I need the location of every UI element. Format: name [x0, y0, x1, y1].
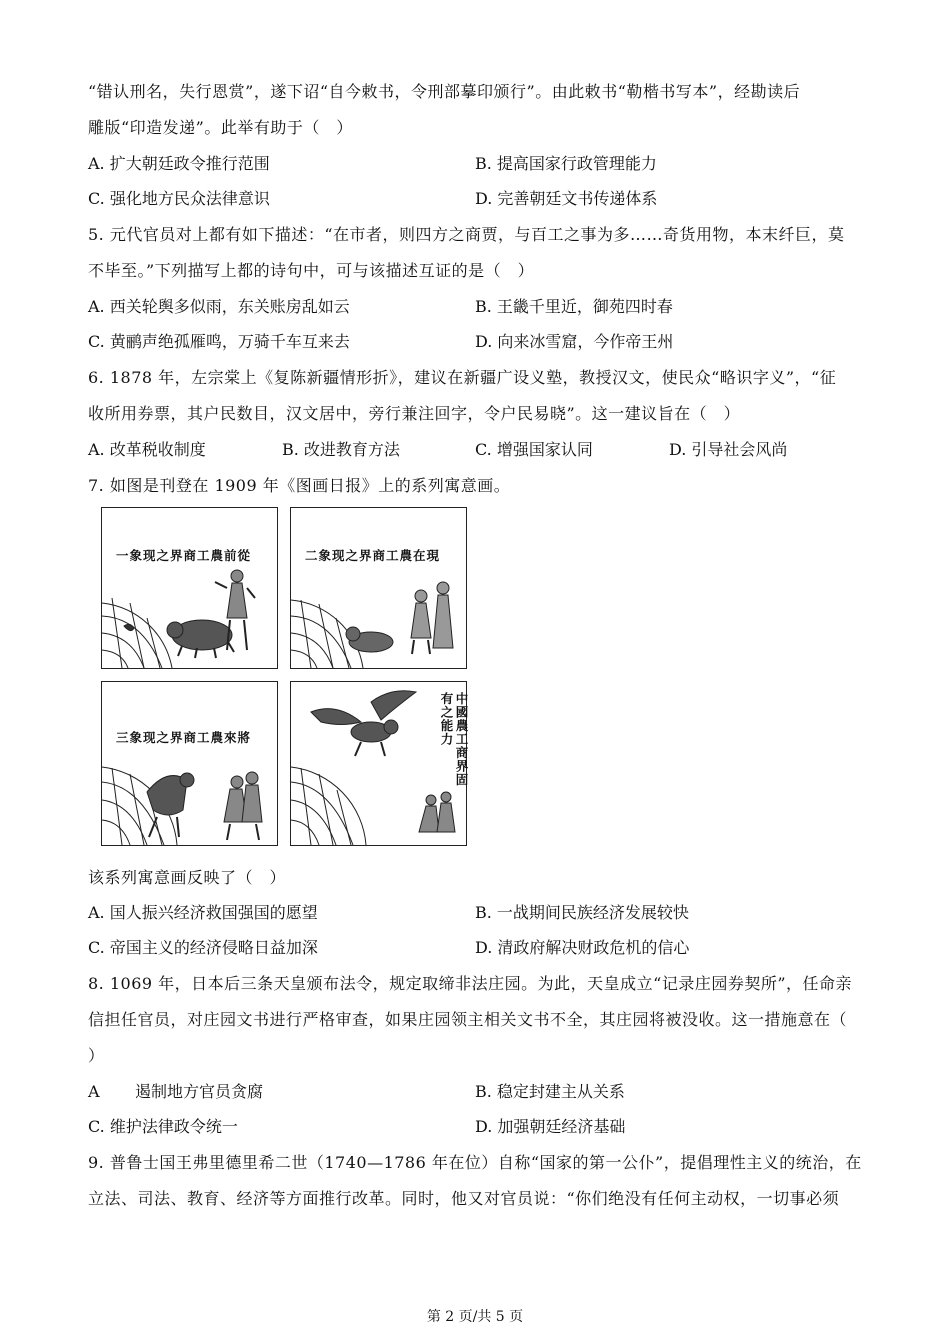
- cartoon-panel-2: [290, 507, 467, 669]
- q5-option-c: C. 黄鹂声绝孤雁鸣，万骑千车互来去: [88, 332, 350, 351]
- panel-4-caption: 中國農工商界固有之能力: [439, 692, 469, 787]
- q4-stem-line-1: “错认刑名，失行恩赏”，遂下诏“自今敕书，令刑部摹印颁行”。由此敕书“勒楷书写本”，经勘读后: [88, 82, 801, 101]
- q6-stem-line-2: 收所用券票，其户民数目，汉文居中，旁行兼注回字，令户民易晓”。这一建议旨在（ ）: [88, 404, 741, 423]
- q6-option-c: C. 增强国家认同: [475, 440, 593, 459]
- q5-option-b: B. 王畿千里近，御苑四时春: [475, 297, 673, 316]
- q8-stem-line-1: 8. 1069 年，日本后三条天皇颁布法令，规定取缔非法庄园。为此，天皇成立“记录庄园券契所”，任命亲: [88, 974, 853, 993]
- q4-option-b: B. 提高国家行政管理能力: [475, 154, 657, 173]
- q8-option-a-text: 遏制地方官员贪腐: [135, 1082, 264, 1101]
- q8-option-b: B. 稳定封建主从关系: [475, 1082, 625, 1101]
- q6-option-a: A. 改革税收制度: [88, 440, 206, 459]
- q4-option-a: A. 扩大朝廷政令推行范围: [88, 154, 270, 173]
- panel-2-caption: 二象现之界商工農在現: [305, 548, 441, 563]
- cartoon-panel-1: [101, 507, 278, 669]
- q5-stem-line-2: 不毕至。”下列描写上都的诗句中，可与该描述互证的是（ ）: [88, 261, 535, 280]
- panel-1-caption: 一象现之界商工農前從: [116, 548, 252, 563]
- cartoon-panel-4: [290, 681, 467, 846]
- q8-stem-line-3: ）: [88, 1046, 105, 1065]
- q4-stem-line-2: 雕版“印造发递”。此举有助于（ ）: [88, 118, 353, 137]
- panel-4-drawing: [291, 682, 466, 845]
- q5-stem-line-1: 5. 元代官员对上都有如下描述：“在市者，则四方之商贾，与百工之事为多……奇货用物，本末纤巨，莫: [88, 225, 845, 244]
- q7-option-c: C. 帝国主义的经济侵略日益加深: [88, 938, 318, 957]
- q7-stem-line-1: 7. 如图是刊登在 1909 年《图画日报》上的系列寓意画。: [88, 476, 511, 495]
- cartoon-panel-3: [101, 681, 278, 846]
- q7-option-d: D. 清政府解决财政危机的信心: [475, 938, 690, 957]
- q5-option-a: A. 西关轮舆多似雨，东关账房乱如云: [88, 297, 350, 316]
- q8-option-c: C. 维护法律政令统一: [88, 1117, 238, 1136]
- panel-3-caption: 三象现之界商工農來將: [116, 730, 252, 745]
- q4-option-d: D. 完善朝廷文书传递体系: [475, 189, 658, 208]
- panel-3-drawing: [102, 682, 277, 845]
- page-number-footer: 第 2 页/共 5 页: [426, 1309, 524, 1325]
- q5-option-d: D. 向来冰雪窟，今作帝王州: [475, 332, 674, 351]
- q9-stem-line-2: 立法、司法、教育、经济等方面推行改革。同时，他又对官员说：“你们绝没有任何主动权，一切事必须: [88, 1189, 840, 1208]
- q6-option-d: D. 引导社会风尚: [669, 440, 788, 459]
- q8-option-d: D. 加强朝廷经济基础: [475, 1117, 626, 1136]
- q7-option-a: A. 国人振兴经济救国强国的愿望: [88, 903, 318, 922]
- q7-stem-line-2: 该系列寓意画反映了（ ）: [88, 868, 287, 887]
- q4-option-c: C. 强化地方民众法律意识: [88, 189, 270, 208]
- panel-1-drawing: [102, 508, 277, 668]
- panel-2-drawing: [291, 508, 466, 668]
- q6-option-b: B. 改进教育方法: [282, 440, 400, 459]
- q7-option-b: B. 一战期间民族经济发展较快: [475, 903, 689, 922]
- q6-stem-line-1: 6. 1878 年，左宗棠上《复陈新疆情形折》，建议在新疆广设义塾，教授汉文，使民众“略识字义”，“征: [88, 368, 837, 387]
- q8-stem-line-2: 信担任官员，对庄园文书进行严格审查，如果庄园领主相关文书不全，其庄园将被没收。这一措施意在（: [88, 1010, 848, 1029]
- q9-stem-line-1: 9. 普鲁士国王弗里德里希二世（1740—1786 年在位）自称“国家的第一公仆”，提倡理性主义的统治，在: [88, 1153, 862, 1172]
- q8-option-a-label: A: [88, 1082, 100, 1101]
